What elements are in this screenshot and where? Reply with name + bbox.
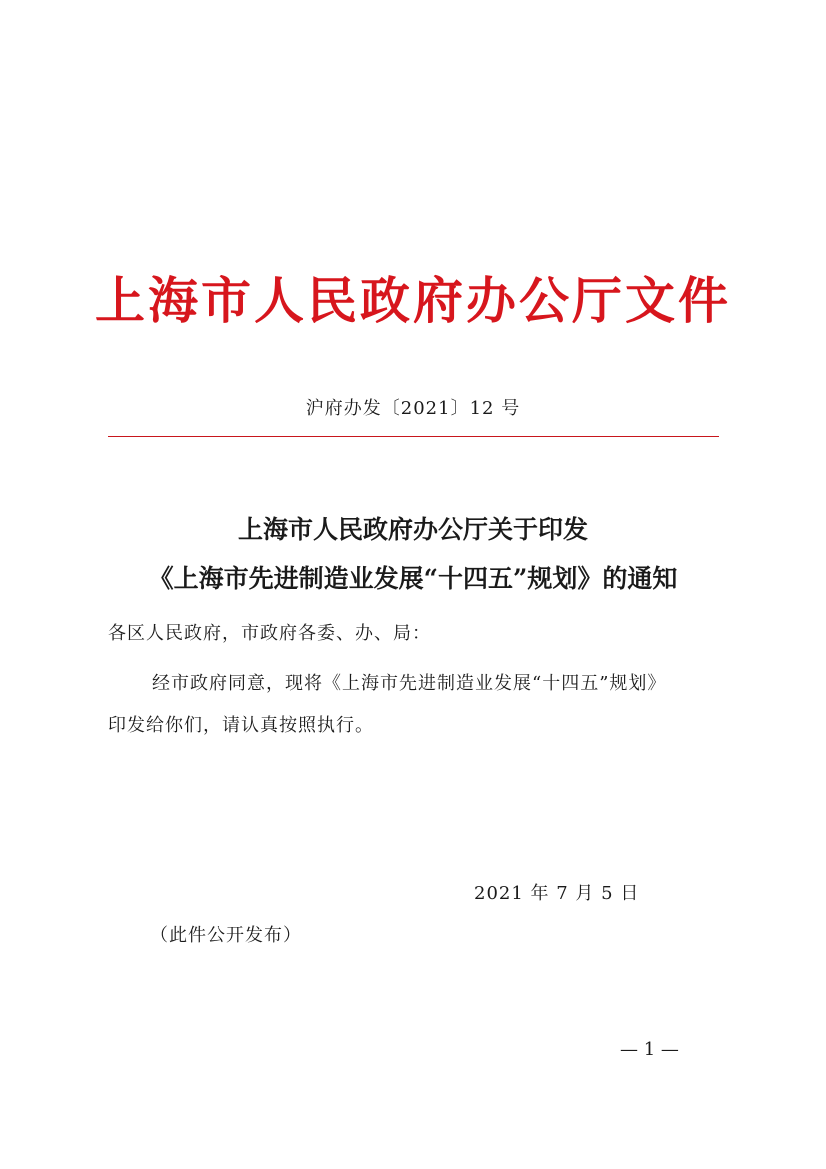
body-line-1: 经市政府同意，现将《上海市先进制造业发展“十四五”规划》 [152, 673, 667, 694]
notice-title [0, 505, 826, 603]
document-number: 沪府办发〔2021〕12 号 [305, 398, 521, 419]
page-number: — 1 — [620, 1039, 679, 1060]
notice-title-line-1: 上海市人民政府办公厅关于印发 [237, 515, 588, 544]
notice-title-line-2: 《上海市先进制造业发展“十四五”规划》的通知 [148, 564, 678, 593]
body-line-2: 印发给你们，请认真按照执行。 [108, 715, 374, 736]
red-divider-line [108, 436, 719, 437]
body-paragraph [108, 663, 719, 747]
release-note: （此件公开发布） [150, 925, 302, 946]
issue-date: 2021 年 7 月 5 日 [474, 883, 640, 904]
masthead-title: 上海市人民政府办公厅文件 [95, 271, 731, 330]
salutation: 各区人民政府，市政府各委、办、局： [108, 623, 431, 644]
